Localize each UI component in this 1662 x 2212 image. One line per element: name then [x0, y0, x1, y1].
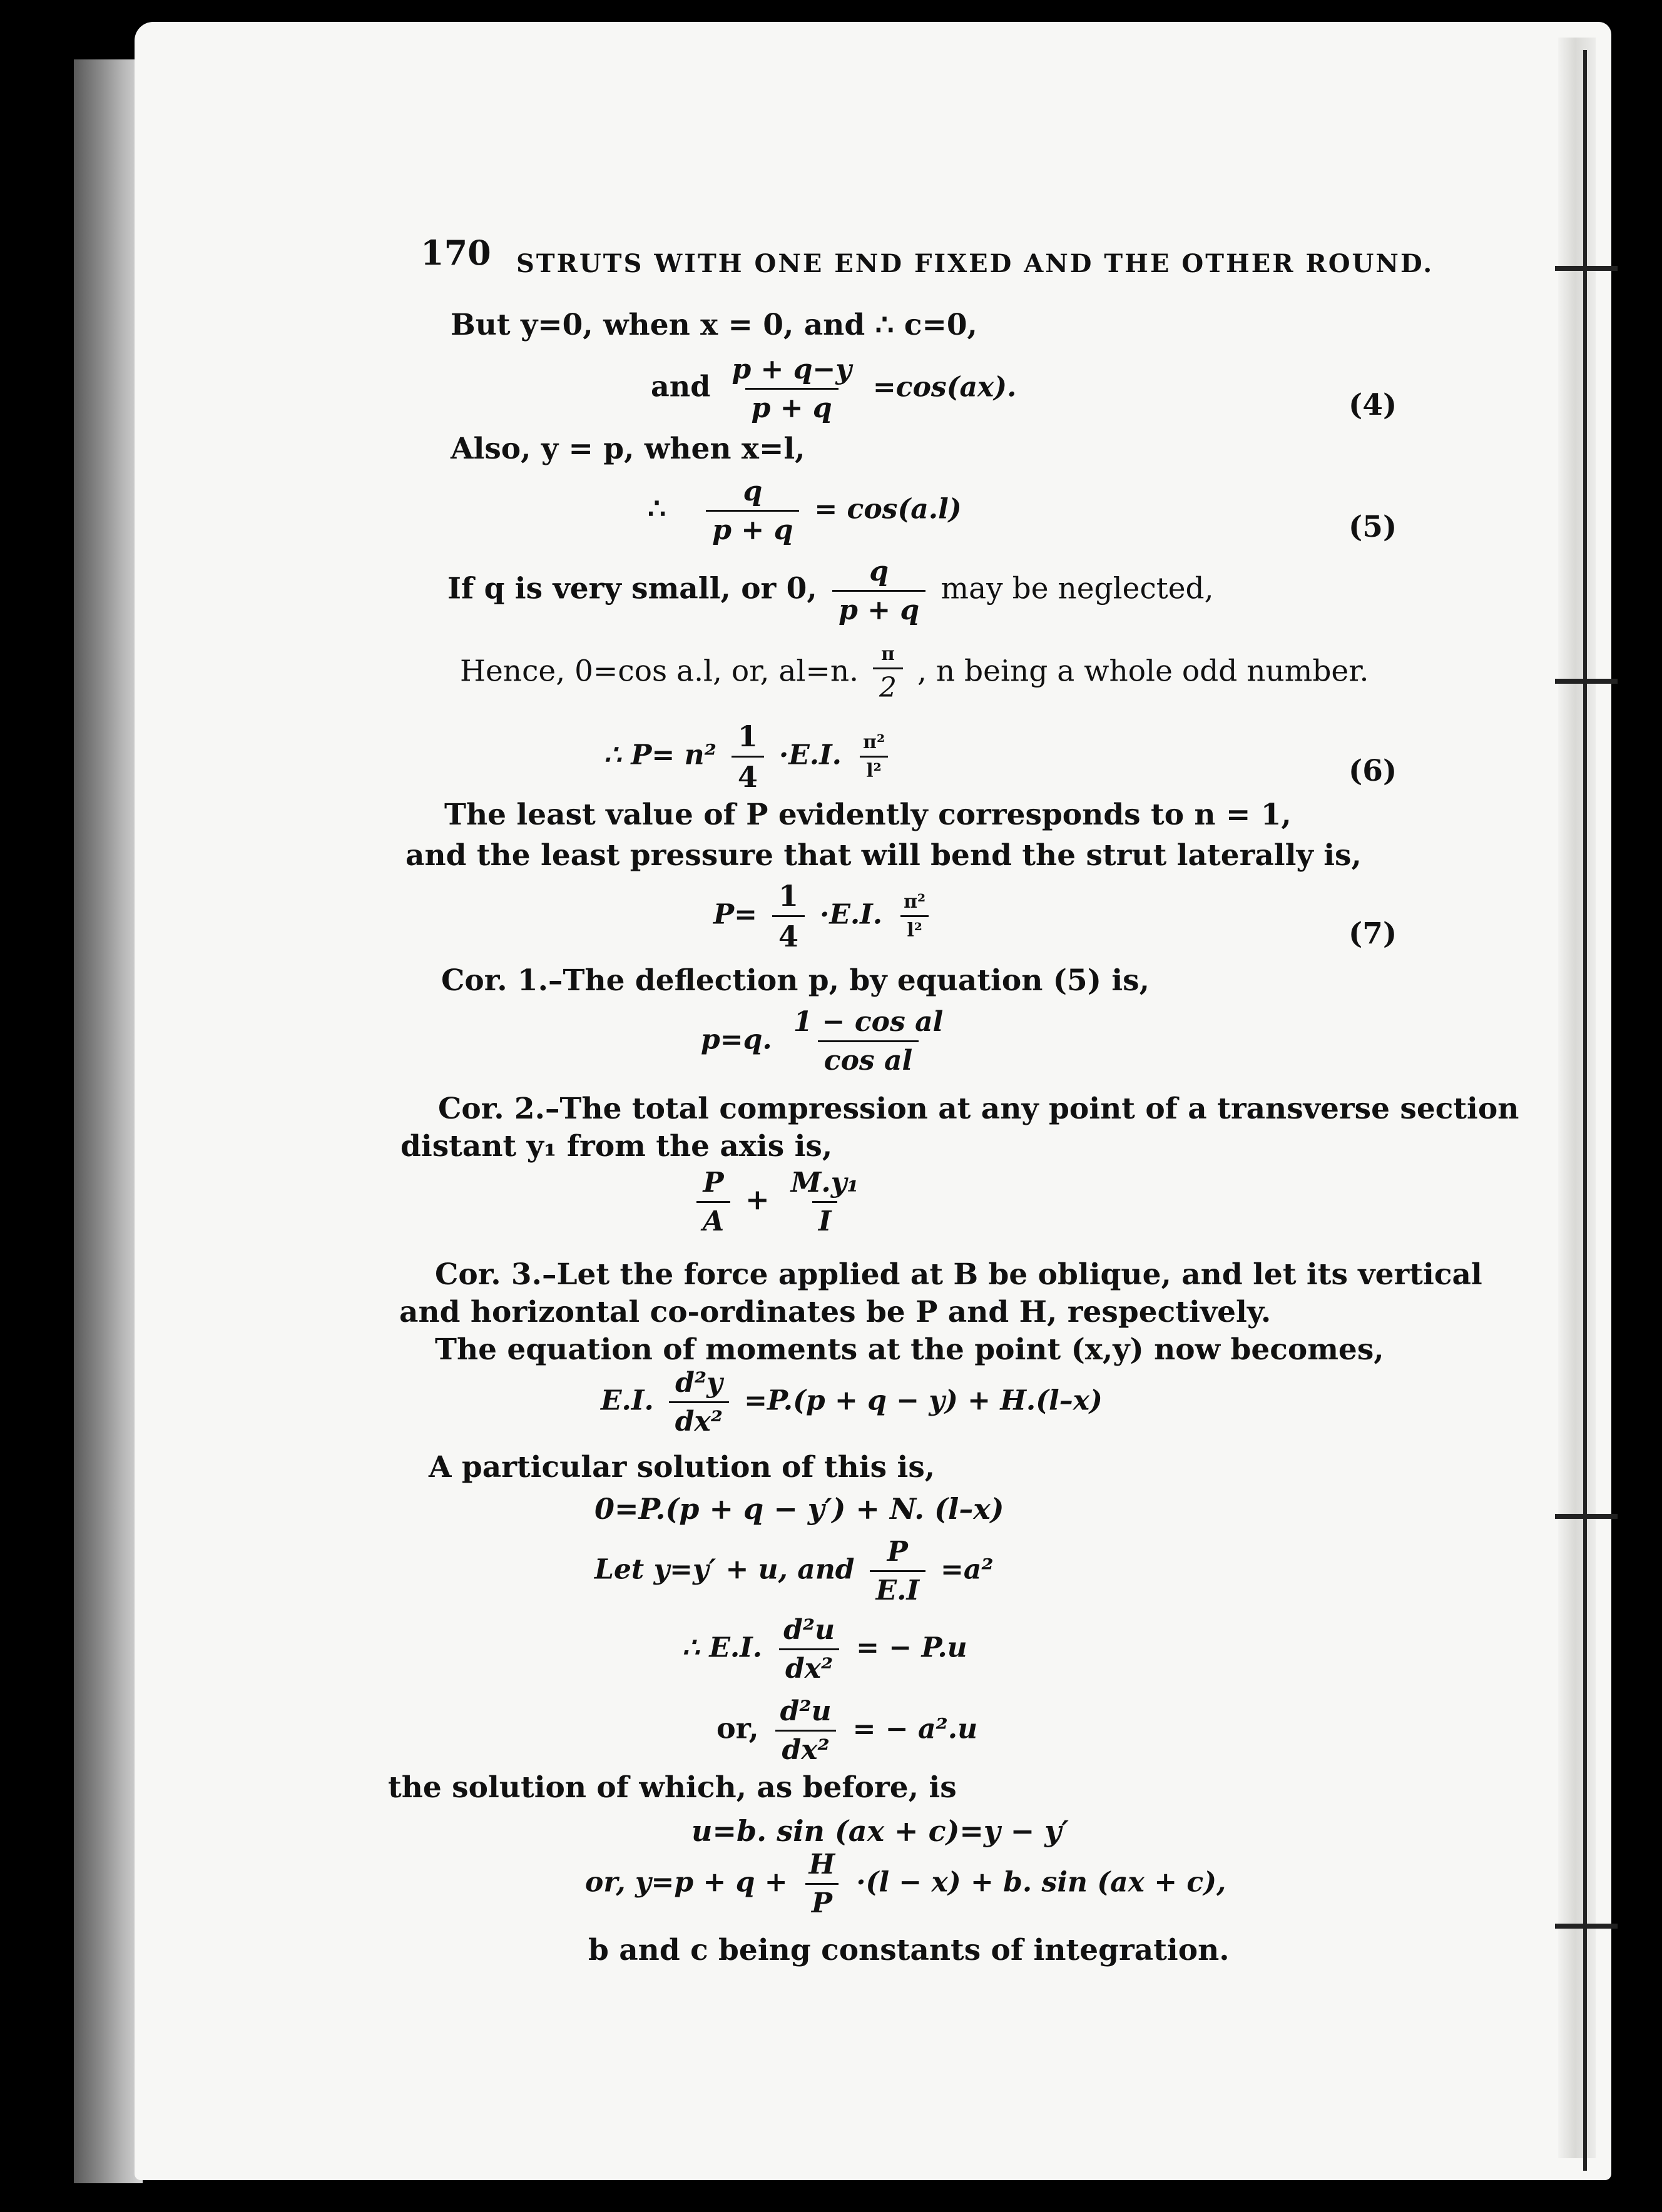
body-line: distant y₁ from the axis is,	[400, 1129, 833, 1164]
body-line: Cor. 2.–The total compression at any point of a transverse section	[438, 1092, 1519, 1126]
body-line: Also, y = p, when x=l,	[451, 432, 805, 466]
equation-diff-u: ∴ E.I. $\frac{\text{d²u}}{\text{dx²}}$ = − P.u	[682, 1614, 967, 1685]
equation-solution: u=b. sin (ax + c)=y − y′	[691, 1814, 1069, 1848]
equation-6: ∴ P= n² $\frac{1}{4}$ ·E.I. $\frac{\text{π²}}{\text{l²}}$	[604, 719, 896, 794]
equation-general-solution: or, y=p + q + $\frac{H}{P}$ ·(l − x) + b. sin (ax + c),	[585, 1849, 1226, 1919]
equation-deflection: p=q. $\frac{\text{1 − cos al}}{\text{cos al}}$	[701, 1006, 944, 1077]
equation-7: P= $\frac{1}{4}$ ·E.I. $\frac{\text{π²}}{\text{l²}}$	[713, 879, 937, 953]
body-line: The equation of moments at the point (x,y) now becomes,	[435, 1332, 1384, 1367]
page-gutter	[1558, 38, 1596, 2158]
equation-compression: $\frac{P}{A}$ + $\frac{\text{M.y₁}}{I}$	[691, 1167, 870, 1237]
body-line: But y=0, when x = 0, and ∴ c=0,	[451, 308, 977, 342]
page-number: 170	[421, 233, 491, 273]
equation-5: ∴ $\frac{q}{p + q}$ = cos(a.l)	[648, 475, 962, 546]
equation-diff-u-simplified: or, $\frac{\text{d²u}}{\text{dx²}}$ = − a².u	[716, 1695, 978, 1766]
body-line: If q is very small, or 0, $\frac{q}{p + q}$ may be neglected,	[447, 556, 1214, 626]
margin-tick-mark	[1555, 679, 1618, 684]
eq-fraction: $\frac{p + q-y}{p + q}$	[732, 353, 852, 424]
equation-label: (6)	[1348, 754, 1397, 788]
eq-prefix: and	[651, 369, 711, 403]
body-line: Hence, 0=cos a.l, or, al=n. $\frac{\pi}{2}$ , n being a whole odd number.	[460, 643, 1369, 704]
equation-label: (7)	[1348, 916, 1397, 951]
body-line: The least value of P evidently corresponds to n = 1,	[444, 798, 1292, 832]
margin-tick-mark	[1555, 266, 1618, 271]
equation-moments: E.I. $\frac{\text{d²y}}{\text{dx²}}$ =P.(p + q − y) + H.(l–x)	[601, 1367, 1103, 1438]
margin-tick-mark	[1555, 1514, 1618, 1519]
equation-substitution: Let y=y′ + u, and $\frac{P}{E.I}$ =a²	[594, 1536, 994, 1606]
eq-rhs: =cos(ax).	[872, 371, 1017, 403]
running-head: STRUTS WITH ONE END FIXED AND THE OTHER ROUND.	[516, 249, 1434, 278]
margin-tick-mark	[1555, 1924, 1618, 1929]
equation-label: (4)	[1348, 388, 1397, 422]
body-line: Cor. 3.–Let the force applied at B be oblique, and let its vertical	[435, 1257, 1482, 1292]
equation-particular: 0=P.(p + q − y′) + N. (l–x)	[594, 1492, 1004, 1526]
body-line: Cor. 1.–The deflection p, by equation (5) is,	[441, 963, 1150, 998]
book-spine-shadow	[74, 59, 143, 2183]
margin-rule	[1583, 50, 1587, 2171]
body-line: and horizontal co-ordinates be P and H, respectively.	[399, 1295, 1272, 1329]
body-line: A particular solution of this is,	[429, 1450, 936, 1484]
body-line: the solution of which, as before, is	[388, 1770, 957, 1805]
body-line: and the least pressure that will bend the strut laterally is,	[405, 838, 1362, 873]
equation-4	[651, 353, 1016, 424]
body-line: b and c being constants of integration.	[588, 1933, 1230, 1967]
equation-label: (5)	[1348, 510, 1397, 544]
